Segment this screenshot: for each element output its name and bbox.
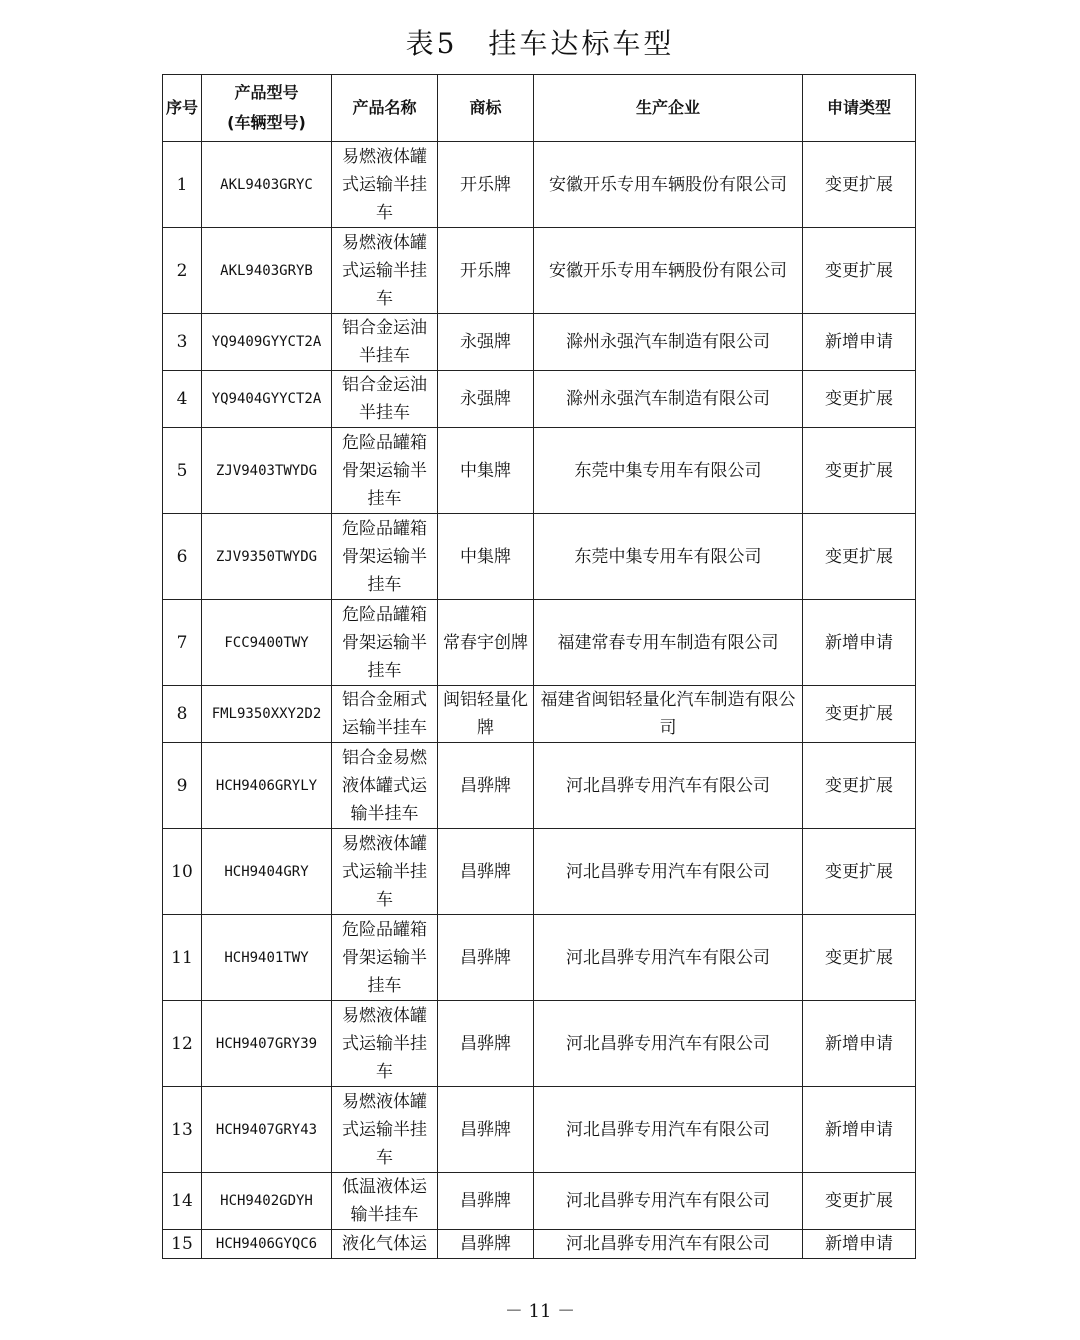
table-row — [163, 1173, 916, 1230]
table-row — [163, 686, 916, 743]
cell-no: 3 — [163, 314, 202, 371]
cell-brand: 常春宇创牌 — [438, 600, 534, 686]
cell-brand: 中集牌 — [438, 514, 534, 600]
cell-company: 河北昌骅专用汽车有限公司 — [534, 1230, 803, 1259]
cell-type: 变更扩展 — [803, 1173, 916, 1230]
header-type: 申请类型 — [803, 75, 916, 142]
cell-brand: 昌骅牌 — [438, 1001, 534, 1087]
cell-name: 易燃液体罐式运输半挂车 — [332, 228, 438, 314]
cell-model: HCH9402GDYH — [202, 1173, 332, 1230]
table-row — [163, 514, 916, 600]
cell-name: 液化气体运 — [332, 1230, 438, 1259]
cell-model: YQ9404GYYCT2A — [202, 371, 332, 428]
cell-company: 福建常春专用车制造有限公司 — [534, 600, 803, 686]
cell-name: 危险品罐箱骨架运输半挂车 — [332, 915, 438, 1001]
header-row — [163, 75, 916, 142]
table-row — [163, 600, 916, 686]
cell-type: 新增申请 — [803, 1001, 916, 1087]
cell-model: HCH9407GRY39 — [202, 1001, 332, 1087]
cell-brand: 开乐牌 — [438, 228, 534, 314]
cell-company: 滁州永强汽车制造有限公司 — [534, 371, 803, 428]
header-brand: 商标 — [438, 75, 534, 142]
cell-type: 变更扩展 — [803, 428, 916, 514]
cell-brand: 昌骅牌 — [438, 915, 534, 1001]
cell-model: FML9350XXY2D2 — [202, 686, 332, 743]
cell-name: 易燃液体罐式运输半挂车 — [332, 829, 438, 915]
table-row — [163, 228, 916, 314]
cell-type: 新增申请 — [803, 1230, 916, 1259]
cell-model: FCC9400TWY — [202, 600, 332, 686]
cell-type: 新增申请 — [803, 600, 916, 686]
cell-name: 危险品罐箱骨架运输半挂车 — [332, 600, 438, 686]
cell-model: HCH9406GYQC6 — [202, 1230, 332, 1259]
cell-no: 11 — [163, 915, 202, 1001]
table-row — [163, 1001, 916, 1087]
cell-model: AKL9403GRYB — [202, 228, 332, 314]
cell-name: 易燃液体罐式运输半挂车 — [332, 1087, 438, 1173]
table-row — [163, 1230, 916, 1259]
cell-model: HCH9406GRYLY — [202, 743, 332, 829]
header-company: 生产企业 — [534, 75, 803, 142]
cell-company: 安徽开乐专用车辆股份有限公司 — [534, 228, 803, 314]
cell-brand: 永强牌 — [438, 371, 534, 428]
cell-name: 危险品罐箱骨架运输半挂车 — [332, 514, 438, 600]
table-row — [163, 915, 916, 1001]
cell-company: 河北昌骅专用汽车有限公司 — [534, 915, 803, 1001]
header-model — [202, 75, 332, 142]
cell-brand: 昌骅牌 — [438, 829, 534, 915]
header-model-line2: (车辆型号) — [227, 113, 306, 132]
cell-no: 7 — [163, 600, 202, 686]
cell-company: 河北昌骅专用汽车有限公司 — [534, 1001, 803, 1087]
cell-no: 6 — [163, 514, 202, 600]
header-name: 产品名称 — [332, 75, 438, 142]
cell-brand: 永强牌 — [438, 314, 534, 371]
cell-brand: 昌骅牌 — [438, 1087, 534, 1173]
cell-brand: 开乐牌 — [438, 142, 534, 228]
cell-name: 铝合金运油半挂车 — [332, 371, 438, 428]
cell-no: 9 — [163, 743, 202, 829]
cell-company: 河北昌骅专用汽车有限公司 — [534, 1173, 803, 1230]
cell-brand: 闽铝轻量化牌 — [438, 686, 534, 743]
table-row — [163, 829, 916, 915]
cell-type: 新增申请 — [803, 314, 916, 371]
cell-company: 安徽开乐专用车辆股份有限公司 — [534, 142, 803, 228]
cell-company: 河北昌骅专用汽车有限公司 — [534, 829, 803, 915]
cell-no: 8 — [163, 686, 202, 743]
cell-no: 10 — [163, 829, 202, 915]
cell-name: 低温液体运输半挂车 — [332, 1173, 438, 1230]
cell-no: 15 — [163, 1230, 202, 1259]
table-row — [163, 743, 916, 829]
cell-brand: 昌骅牌 — [438, 1173, 534, 1230]
cell-company: 东莞中集专用车有限公司 — [534, 428, 803, 514]
cell-company: 河北昌骅专用汽车有限公司 — [534, 1087, 803, 1173]
table-row — [163, 314, 916, 371]
cell-name: 铝合金易燃液体罐式运输半挂车 — [332, 743, 438, 829]
cell-model: ZJV9403TWYDG — [202, 428, 332, 514]
cell-model: YQ9409GYYCT2A — [202, 314, 332, 371]
cell-name: 危险品罐箱骨架运输半挂车 — [332, 428, 438, 514]
cell-no: 13 — [163, 1087, 202, 1173]
cell-type: 变更扩展 — [803, 371, 916, 428]
trailer-models-table — [162, 74, 916, 1259]
cell-brand: 昌骅牌 — [438, 743, 534, 829]
cell-brand: 中集牌 — [438, 428, 534, 514]
cell-model: HCH9407GRY43 — [202, 1087, 332, 1173]
cell-name: 铝合金运油半挂车 — [332, 314, 438, 371]
cell-brand: 昌骅牌 — [438, 1230, 534, 1259]
cell-type: 变更扩展 — [803, 228, 916, 314]
cell-company: 滁州永强汽车制造有限公司 — [534, 314, 803, 371]
table-row — [163, 371, 916, 428]
cell-model: HCH9401TWY — [202, 915, 332, 1001]
cell-name: 铝合金厢式运输半挂车 — [332, 686, 438, 743]
cell-no: 14 — [163, 1173, 202, 1230]
table-row — [163, 428, 916, 514]
cell-type: 变更扩展 — [803, 829, 916, 915]
cell-no: 4 — [163, 371, 202, 428]
cell-type: 新增申请 — [803, 1087, 916, 1173]
header-model-line1: 产品型号 — [234, 83, 299, 102]
cell-company: 河北昌骅专用汽车有限公司 — [534, 743, 803, 829]
cell-no: 12 — [163, 1001, 202, 1087]
cell-no: 5 — [163, 428, 202, 514]
cell-company: 东莞中集专用车有限公司 — [534, 514, 803, 600]
table-title: 表5 挂车达标车型 — [405, 27, 675, 60]
page-number: － 11 － — [504, 1301, 576, 1322]
cell-name: 易燃液体罐式运输半挂车 — [332, 1001, 438, 1087]
cell-type: 变更扩展 — [803, 514, 916, 600]
cell-model: HCH9404GRY — [202, 829, 332, 915]
cell-type: 变更扩展 — [803, 743, 916, 829]
cell-model: ZJV9350TWYDG — [202, 514, 332, 600]
cell-type: 变更扩展 — [803, 142, 916, 228]
table-row — [163, 142, 916, 228]
cell-no: 1 — [163, 142, 202, 228]
header-no: 序号 — [163, 75, 202, 142]
table-row — [163, 1087, 916, 1173]
cell-type: 变更扩展 — [803, 686, 916, 743]
cell-no: 2 — [163, 228, 202, 314]
cell-type: 变更扩展 — [803, 915, 916, 1001]
cell-company: 福建省闽铝轻量化汽车制造有限公司 — [534, 686, 803, 743]
cell-name: 易燃液体罐式运输半挂车 — [332, 142, 438, 228]
cell-model: AKL9403GRYC — [202, 142, 332, 228]
